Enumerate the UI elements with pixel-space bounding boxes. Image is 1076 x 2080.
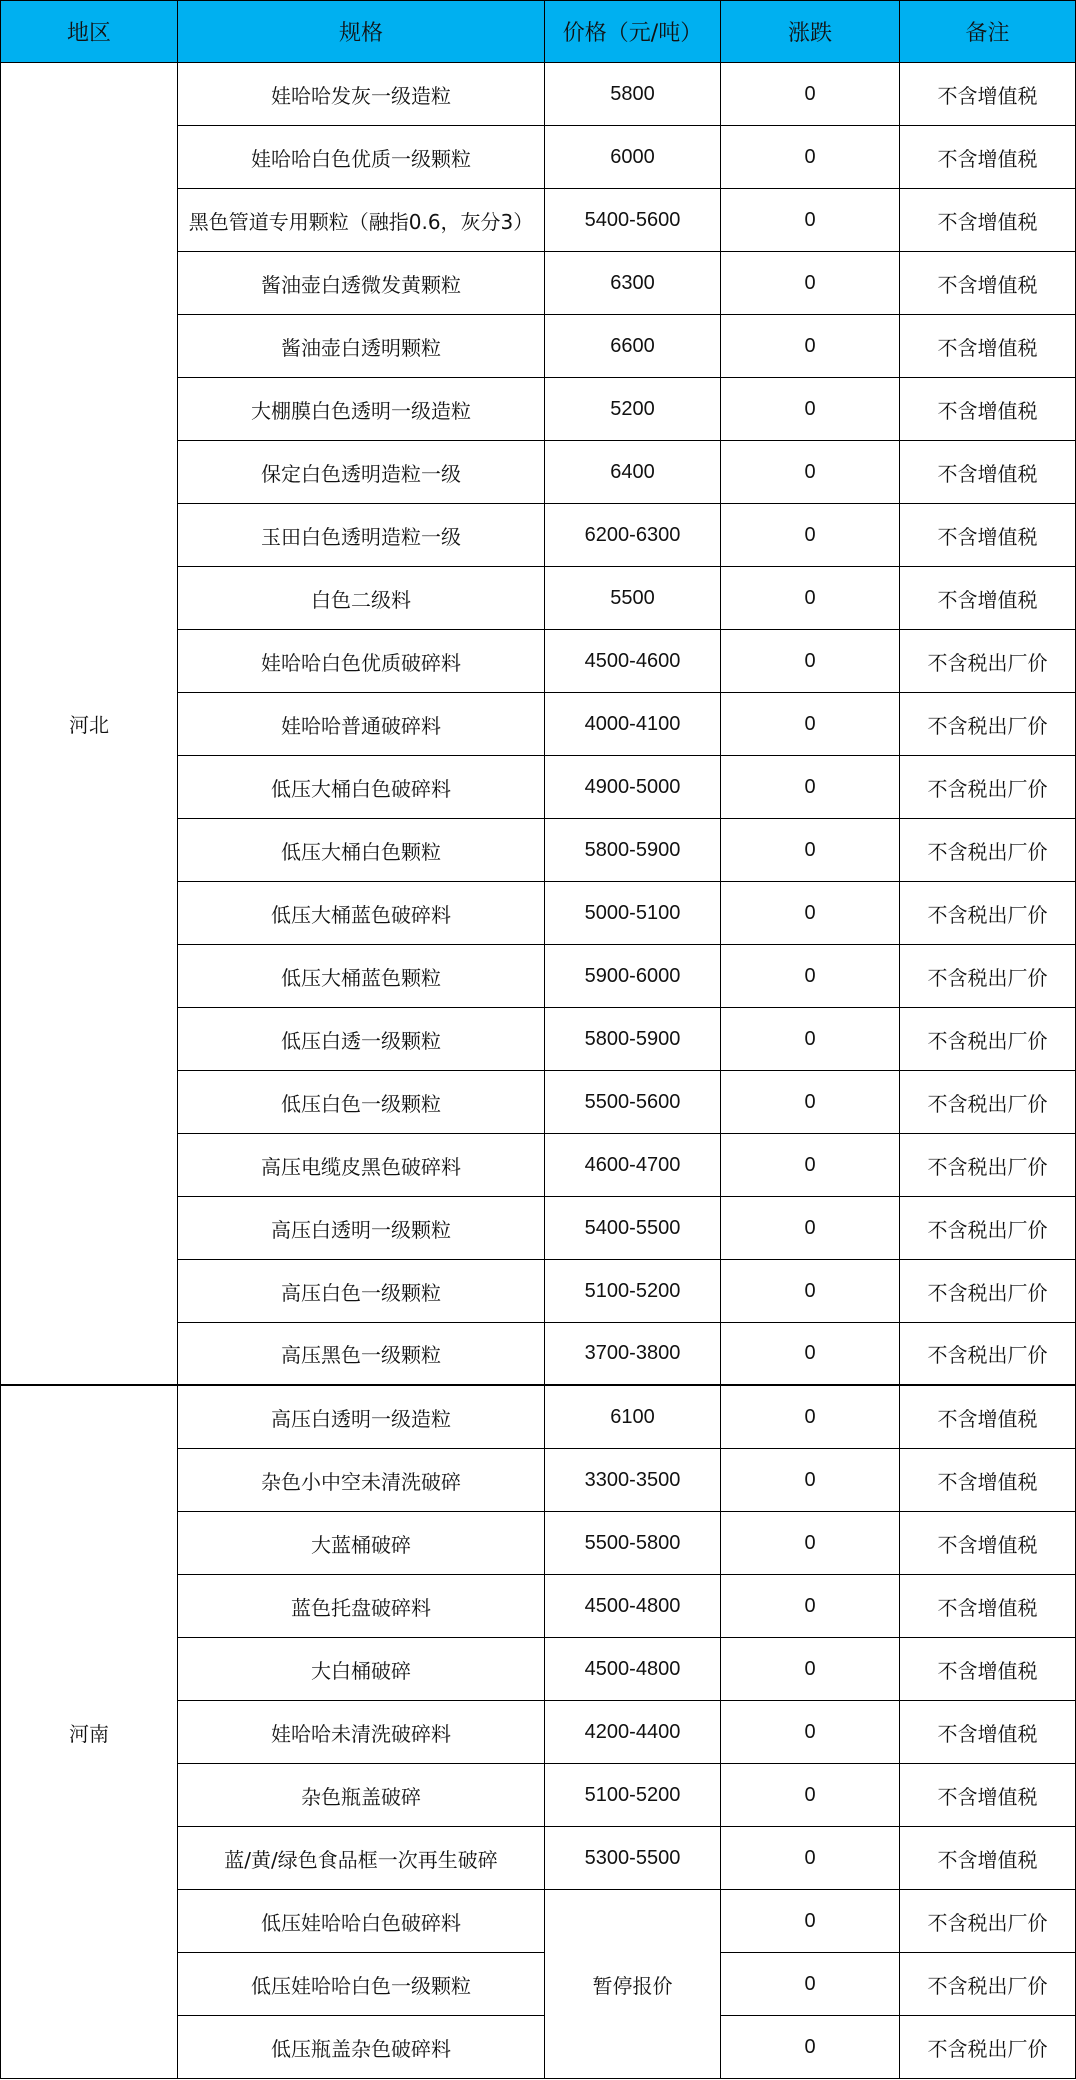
price-cell: 5800 [545, 63, 721, 126]
price-cell: 4200-4400 [545, 1701, 721, 1764]
change-cell: 0 [721, 1575, 900, 1638]
spec-cell: 娃哈哈未清洗破碎料 [178, 1701, 545, 1764]
note-cell: 不含增值税 [900, 252, 1076, 315]
change-cell: 0 [721, 1764, 900, 1827]
spec-cell: 低压白色一级颗粒 [178, 1071, 545, 1134]
spec-cell: 酱油壶白透微发黄颗粒 [178, 252, 545, 315]
change-cell: 0 [721, 1386, 900, 1449]
note-cell: 不含税出厂价 [900, 945, 1076, 1008]
note-cell: 不含税出厂价 [900, 1197, 1076, 1260]
note-cell: 不含增值税 [900, 378, 1076, 441]
note-cell: 不含税出厂价 [900, 1953, 1076, 2016]
header-change: 涨跌 [721, 0, 900, 63]
price-cell: 4500-4800 [545, 1638, 721, 1701]
note-cell: 不含增值税 [900, 504, 1076, 567]
change-cell: 0 [721, 819, 900, 882]
note-cell: 不含增值税 [900, 315, 1076, 378]
note-cell: 不含税出厂价 [900, 1323, 1076, 1386]
price-cell: 5400-5600 [545, 189, 721, 252]
spec-cell: 白色二级料 [178, 567, 545, 630]
spec-cell: 娃哈哈普通破碎料 [178, 693, 545, 756]
header-region: 地区 [0, 0, 178, 63]
price-cell: 4900-5000 [545, 756, 721, 819]
change-cell: 0 [721, 756, 900, 819]
note-cell: 不含增值税 [900, 1764, 1076, 1827]
change-cell: 0 [721, 126, 900, 189]
note-cell: 不含税出厂价 [900, 630, 1076, 693]
change-cell: 0 [721, 1323, 900, 1386]
price-cell: 5800-5900 [545, 819, 721, 882]
price-cell: 6400 [545, 441, 721, 504]
price-cell: 5500-5800 [545, 1512, 721, 1575]
change-cell: 0 [721, 1890, 900, 1953]
spec-cell: 娃哈哈白色优质一级颗粒 [178, 126, 545, 189]
price-cell: 4500-4600 [545, 630, 721, 693]
change-cell: 0 [721, 945, 900, 1008]
price-cell: 5100-5200 [545, 1764, 721, 1827]
note-cell: 不含增值税 [900, 1827, 1076, 1890]
change-cell: 0 [721, 1953, 900, 2016]
price-cell: 5500-5600 [545, 1071, 721, 1134]
note-cell: 不含税出厂价 [900, 756, 1076, 819]
change-cell: 0 [721, 1134, 900, 1197]
price-cell: 6000 [545, 126, 721, 189]
price-cell: 3700-3800 [545, 1323, 721, 1386]
change-cell: 0 [721, 1071, 900, 1134]
change-cell: 0 [721, 63, 900, 126]
price-cell: 6600 [545, 315, 721, 378]
price-cell: 5500 [545, 567, 721, 630]
note-cell: 不含税出厂价 [900, 1260, 1076, 1323]
change-cell: 0 [721, 630, 900, 693]
change-cell: 0 [721, 693, 900, 756]
price-cell: 5400-5500 [545, 1197, 721, 1260]
note-cell: 不含税出厂价 [900, 1071, 1076, 1134]
note-cell: 不含税出厂价 [900, 2016, 1076, 2079]
change-cell: 0 [721, 1449, 900, 1512]
spec-cell: 低压大桶白色破碎料 [178, 756, 545, 819]
merged-price-cell: 暂停报价 [545, 1890, 721, 2079]
change-cell: 0 [721, 315, 900, 378]
region-cell: 河北 [0, 63, 178, 1386]
note-cell: 不含增值税 [900, 126, 1076, 189]
change-cell: 0 [721, 882, 900, 945]
note-cell: 不含增值税 [900, 567, 1076, 630]
price-cell: 5000-5100 [545, 882, 721, 945]
region-cell: 河南 [0, 1386, 178, 2079]
note-cell: 不含增值税 [900, 441, 1076, 504]
spec-cell: 酱油壶白透明颗粒 [178, 315, 545, 378]
spec-cell: 杂色瓶盖破碎 [178, 1764, 545, 1827]
spec-cell: 大棚膜白色透明一级造粒 [178, 378, 545, 441]
change-cell: 0 [721, 378, 900, 441]
header-spec: 规格 [178, 0, 545, 63]
spec-cell: 低压大桶蓝色颗粒 [178, 945, 545, 1008]
spec-cell: 娃哈哈白色优质破碎料 [178, 630, 545, 693]
spec-cell: 低压白透一级颗粒 [178, 1008, 545, 1071]
note-cell: 不含税出厂价 [900, 882, 1076, 945]
note-cell: 不含增值税 [900, 1701, 1076, 1764]
price-cell: 6200-6300 [545, 504, 721, 567]
spec-cell: 蓝色托盘破碎料 [178, 1575, 545, 1638]
price-cell: 4600-4700 [545, 1134, 721, 1197]
price-cell: 6300 [545, 252, 721, 315]
spec-cell: 保定白色透明造粒一级 [178, 441, 545, 504]
change-cell: 0 [721, 567, 900, 630]
note-cell: 不含增值税 [900, 1386, 1076, 1449]
header-note: 备注 [900, 0, 1076, 63]
change-cell: 0 [721, 1197, 900, 1260]
spec-cell: 娃哈哈发灰一级造粒 [178, 63, 545, 126]
spec-cell: 低压娃哈哈白色破碎料 [178, 1890, 545, 1953]
note-cell: 不含税出厂价 [900, 1134, 1076, 1197]
price-cell: 5100-5200 [545, 1260, 721, 1323]
note-cell: 不含税出厂价 [900, 1890, 1076, 1953]
note-cell: 不含税出厂价 [900, 693, 1076, 756]
price-cell: 4000-4100 [545, 693, 721, 756]
change-cell: 0 [721, 1512, 900, 1575]
spec-cell: 低压大桶蓝色破碎料 [178, 882, 545, 945]
change-cell: 0 [721, 2016, 900, 2079]
change-cell: 0 [721, 441, 900, 504]
note-cell: 不含税出厂价 [900, 819, 1076, 882]
spec-cell: 大蓝桶破碎 [178, 1512, 545, 1575]
change-cell: 0 [721, 1638, 900, 1701]
spec-cell: 低压瓶盖杂色破碎料 [178, 2016, 545, 2079]
spec-cell: 黑色管道专用颗粒（融指0.6，灰分3） [178, 189, 545, 252]
change-cell: 0 [721, 189, 900, 252]
price-cell: 5800-5900 [545, 1008, 721, 1071]
change-cell: 0 [721, 1008, 900, 1071]
spec-cell: 玉田白色透明造粒一级 [178, 504, 545, 567]
note-cell: 不含增值税 [900, 1638, 1076, 1701]
price-cell: 6100 [545, 1386, 721, 1449]
change-cell: 0 [721, 1260, 900, 1323]
spec-cell: 高压黑色一级颗粒 [178, 1323, 545, 1386]
spec-cell: 低压娃哈哈白色一级颗粒 [178, 1953, 545, 2016]
spec-cell: 高压白色一级颗粒 [178, 1260, 545, 1323]
header-price: 价格（元/吨） [545, 0, 721, 63]
price-cell: 5300-5500 [545, 1827, 721, 1890]
spec-cell: 高压白透明一级颗粒 [178, 1197, 545, 1260]
price-cell: 3300-3500 [545, 1449, 721, 1512]
note-cell: 不含增值税 [900, 1449, 1076, 1512]
change-cell: 0 [721, 1701, 900, 1764]
price-cell: 4500-4800 [545, 1575, 721, 1638]
spec-cell: 大白桶破碎 [178, 1638, 545, 1701]
spec-cell: 低压大桶白色颗粒 [178, 819, 545, 882]
note-cell: 不含增值税 [900, 1575, 1076, 1638]
spec-cell: 高压白透明一级造粒 [178, 1386, 545, 1449]
price-cell: 5900-6000 [545, 945, 721, 1008]
spec-cell: 蓝/黄/绿色食品框一次再生破碎 [178, 1827, 545, 1890]
note-cell: 不含税出厂价 [900, 1008, 1076, 1071]
spec-cell: 杂色小中空未清洗破碎 [178, 1449, 545, 1512]
note-cell: 不含增值税 [900, 1512, 1076, 1575]
spec-cell: 高压电缆皮黑色破碎料 [178, 1134, 545, 1197]
note-cell: 不含增值税 [900, 63, 1076, 126]
change-cell: 0 [721, 1827, 900, 1890]
price-cell: 5200 [545, 378, 721, 441]
note-cell: 不含增值税 [900, 189, 1076, 252]
change-cell: 0 [721, 252, 900, 315]
change-cell: 0 [721, 504, 900, 567]
